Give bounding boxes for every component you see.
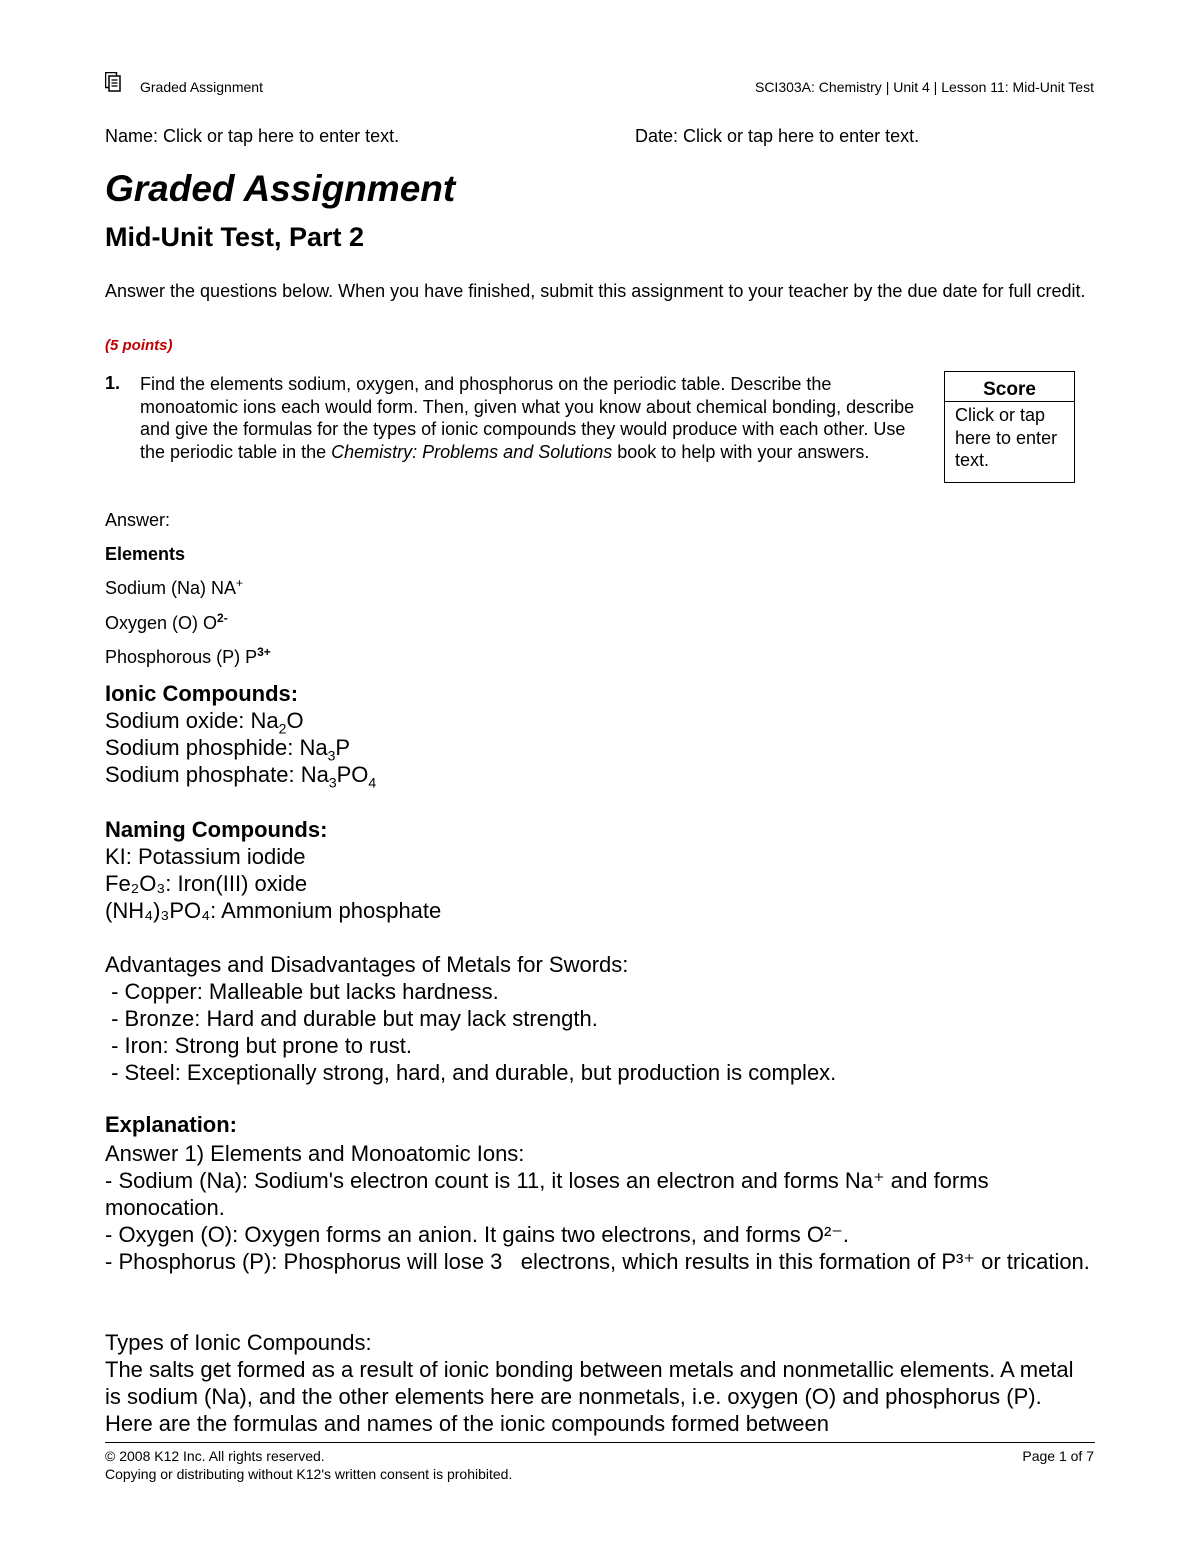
metal-item: - Copper: Malleable but lacks hardness.	[105, 979, 499, 1004]
elements-heading: Elements	[105, 544, 186, 564]
question-number: 1.	[105, 373, 121, 393]
page-title: Graded Assignment	[105, 168, 456, 209]
element-phosphorus: Phosphorous (P) $P^{3+}$	[105, 645, 271, 667]
types-paragraph: The salts get formed as a result of ionic bonding between metals and nonmetallic elements. A metal is sodium (Na), and the other elements here are nonmetals, i.e. oxygen (O) and phosphorus (P). Here are the formulas and names of the ionic compounds formed between	[105, 1357, 1074, 1436]
metal-item: - Iron: Strong but prone to rust.	[105, 1033, 412, 1058]
name-field[interactable]: Name: Click or tap here to enter text.	[105, 126, 400, 146]
score-box	[944, 371, 1075, 483]
naming-item: KI: Potassium iodide	[105, 844, 306, 869]
element-sodium: Sodium (Na) NA+	[105, 576, 244, 598]
explanation-subheading: Answer 1) Elements and Monoatomic Ions:	[105, 1141, 525, 1166]
metals-heading: Advantages and Disadvantages of Metals for Swords:	[105, 952, 629, 977]
ionic-item: Sodium oxide: $Na_2O$	[105, 708, 304, 737]
footer-notice: Copying or distributing without K12's written consent is prohibited.	[105, 1466, 513, 1482]
instructions: Answer the questions below. When you have finished, submit this assignment to your teacher by the due date for full credit.	[105, 281, 1086, 301]
naming-heading: Naming Compounds:	[105, 817, 328, 842]
question-text: Find the elements sodium, oxygen, and phosphorus on the periodic table. Describe the monoatomic ions each would form. Then, given what you know about chemical bonding, describe and give the formulas for the types of ionic compounds they would produce with each other. Use the periodic table in the Chemistry: Problems and Solutions book to help with your answers.	[140, 374, 915, 462]
header-right: SCI303A: Chemistry | Unit 4 | Lesson 11: Mid-Unit Test	[754, 79, 1094, 95]
date-field[interactable]: Date: Click or tap here to enter text.	[635, 126, 920, 146]
footer-divider	[105, 1442, 1095, 1443]
page-number: Page 1 of 7	[1022, 1448, 1094, 1464]
metal-item: - Bronze: Hard and durable but may lack strength.	[105, 1006, 598, 1031]
ionic-heading: Ionic Compounds:	[105, 681, 299, 706]
naming-item: (NH₄)₃PO₄: Ammonium phosphate	[105, 898, 442, 923]
document-icon	[105, 72, 121, 92]
ionic-item: Sodium phosphide: $Na_3P$	[105, 735, 351, 764]
element-oxygen: Oxygen (O) $O^{2-}$	[105, 611, 228, 633]
score-field[interactable]: Click or tap here to enter text.	[955, 405, 1058, 470]
explanation-item: - Oxygen (O): Oxygen forms an anion. It gains two electrons, and forms O²⁻.	[105, 1222, 850, 1247]
score-label: Score	[945, 372, 1074, 402]
naming-item: Fe₂O₃: Iron(III) oxide	[105, 871, 308, 896]
answer-label: Answer:	[105, 510, 171, 530]
explanation-item: - Sodium (Na): Sodium's electron count is 11, it loses an electron and forms Na⁺ and forms monocation.	[105, 1168, 989, 1220]
header-left: Graded Assignment	[140, 79, 263, 95]
metal-item: - Steel: Exceptionally strong, hard, and durable, but production is complex.	[105, 1060, 837, 1085]
points-label: (5 points)	[105, 337, 173, 354]
explanation-heading: Explanation:	[105, 1112, 238, 1137]
ionic-item: Sodium phosphate: $Na_3PO_4$	[105, 762, 377, 791]
types-heading: Types of Ionic Compounds:	[105, 1330, 372, 1355]
page-subtitle: Mid-Unit Test, Part 2	[105, 222, 365, 252]
explanation-item: - Phosphorus (P): Phosphorus will lose 3 electrons, which results in this formation of P³⁺ or trication.	[105, 1249, 1090, 1274]
book-title: Chemistry: Problems and Solutions	[331, 441, 613, 462]
footer-copyright: © 2008 K12 Inc. All rights reserved.	[105, 1448, 325, 1464]
